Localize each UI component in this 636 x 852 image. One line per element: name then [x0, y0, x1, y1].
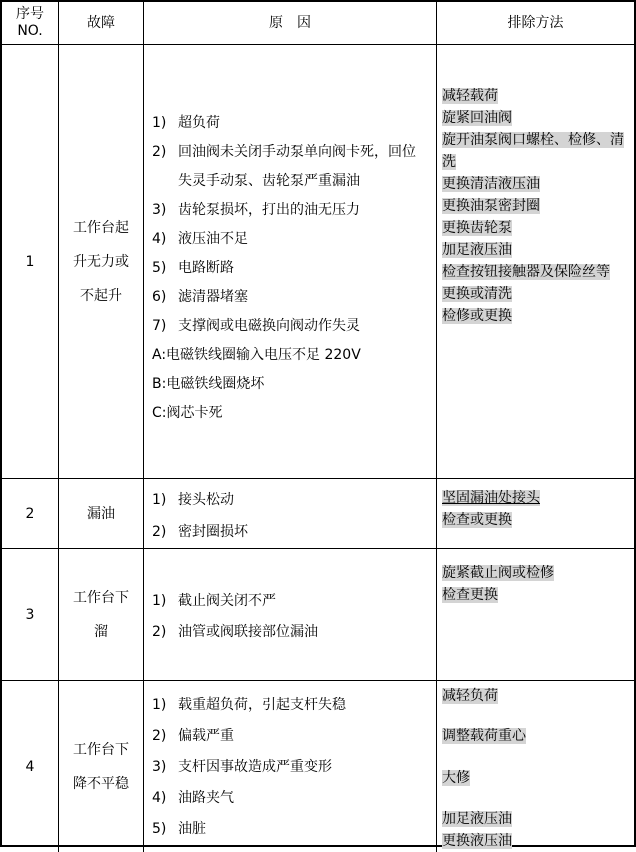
remedy-line: 加足液压油	[442, 242, 512, 258]
cause-text: 电路断路	[178, 260, 234, 276]
cause-text: 密封圈损坏	[178, 524, 248, 540]
fault-text: 工作台起升无力或不起升	[73, 219, 129, 304]
cause-text: 油管或阀联接部位漏油	[178, 624, 318, 640]
cause-item	[152, 254, 428, 283]
cell-causes	[143, 45, 436, 478]
remedy-line: 检查按钮接触器及保险丝等	[442, 264, 610, 280]
cell-causes	[143, 681, 436, 852]
cell-row-no	[2, 681, 58, 852]
header-no-line1: 序号	[16, 6, 44, 22]
cause-item	[152, 486, 428, 515]
cause-number: 7)	[152, 318, 167, 334]
cause-number: 3)	[152, 202, 167, 218]
table-header-row	[2, 2, 634, 44]
header-fault-label: 故障	[87, 14, 115, 31]
row-number: 2	[25, 505, 35, 522]
row-number: 4	[25, 758, 35, 775]
cell-remedies	[436, 549, 634, 680]
table-row	[2, 548, 634, 680]
remedy-line: 检查或更换	[442, 512, 512, 528]
cause-text: 截止阀关闭不严	[178, 593, 276, 609]
cause-number: 1)	[152, 115, 167, 131]
cause-item	[152, 618, 428, 647]
cause-text: 液压油不足	[178, 231, 248, 247]
cause-number: 1)	[152, 697, 167, 713]
cause-number: 1)	[152, 492, 167, 508]
cause-number: 2)	[152, 524, 167, 540]
header-cause-label: 原 因	[269, 14, 311, 31]
cause-number: 2)	[152, 144, 167, 160]
remedy-line: 更换油泵密封圈	[442, 198, 540, 214]
cause-text: 油脏	[178, 821, 206, 837]
remedy-line: 旋紧截止阀或检修	[442, 565, 554, 581]
remedy-line: 更换齿轮泵	[442, 220, 512, 236]
row-number: 1	[25, 253, 35, 270]
cause-item	[152, 722, 428, 751]
cause-number: 5)	[152, 821, 167, 837]
cell-fault	[58, 479, 143, 548]
cell-row-no	[2, 479, 58, 548]
cause-item	[152, 225, 428, 254]
cause-item	[152, 753, 428, 782]
cause-number: 3)	[152, 759, 167, 775]
cause-item	[152, 518, 428, 547]
cause-item	[152, 283, 428, 312]
remedy-line: 减轻载荷	[442, 88, 498, 104]
cause-text: 载重超负荷，引起支杆失稳	[178, 697, 346, 713]
cause-number: 4)	[152, 231, 167, 247]
cause-item	[152, 312, 428, 341]
cause-text: 接头松动	[178, 492, 234, 508]
header-cell-remedy	[436, 2, 634, 44]
table-row	[2, 44, 634, 478]
cause-item	[152, 691, 428, 720]
cell-causes	[143, 549, 436, 680]
header-cell-cause	[143, 2, 436, 44]
cell-row-no	[2, 549, 58, 680]
header-no-line2: NO.	[17, 23, 43, 39]
cause-text: 回油阀未关闭手动泵单向阀卡死，回位失灵手动泵、齿轮泵严重漏油	[178, 144, 416, 189]
cause-item	[152, 196, 428, 225]
remedy-line: 减轻负荷	[442, 688, 498, 704]
remedy-line: 更换液压油	[442, 833, 512, 849]
cause-note: C:阀芯卡死	[152, 405, 223, 421]
cell-row-no	[2, 45, 58, 478]
cause-text: 滤清器堵塞	[178, 289, 248, 305]
remedy-line: 大修	[442, 770, 470, 786]
cause-text: 支撑阀或电磁换向阀动作失灵	[178, 318, 360, 334]
cell-remedies	[436, 479, 634, 548]
remedy-line: 调整载荷重心	[442, 728, 526, 744]
remedy-line: 坚固漏油处接头	[442, 490, 540, 506]
cell-fault	[58, 681, 143, 852]
remedy-line: 检查更换	[442, 587, 498, 603]
cause-number: 6)	[152, 289, 167, 305]
remedy-line: 检修或更换	[442, 308, 512, 324]
cause-item	[152, 587, 428, 616]
table-row	[2, 478, 634, 548]
cause-note: B:电磁铁线圈烧坏	[152, 376, 265, 392]
header-cell-fault	[58, 2, 143, 44]
table-row	[2, 680, 634, 852]
cause-number: 4)	[152, 790, 167, 806]
fault-text: 工作台下降不平稳	[73, 741, 129, 792]
header-cell-no	[2, 2, 58, 44]
remedy-line: 加足液压油	[442, 811, 512, 827]
cause-text: 支杆因事故造成严重变形	[178, 759, 332, 775]
cell-causes	[143, 479, 436, 548]
remedy-line: 旋紧回油阀	[442, 110, 512, 126]
cause-item	[152, 784, 428, 813]
cause-note: A:电磁铁线圈输入电压不足 220V	[152, 347, 361, 363]
cause-item	[152, 138, 428, 196]
remedy-line: 更换或清洗	[442, 286, 512, 302]
cause-text: 油路夹气	[178, 790, 234, 806]
cause-item	[152, 109, 428, 138]
cause-text: 超负荷	[178, 115, 220, 131]
cause-number: 5)	[152, 260, 167, 276]
cell-remedies	[436, 45, 634, 478]
cause-number: 2)	[152, 728, 167, 744]
fault-text: 工作台下溜	[73, 589, 129, 640]
remedy-line: 更换清洁液压油	[442, 176, 540, 192]
cause-text: 齿轮泵损坏，打出的油无压力	[178, 202, 360, 218]
cause-text: 偏载严重	[178, 728, 234, 744]
cell-fault	[58, 45, 143, 478]
cause-number: 2)	[152, 624, 167, 640]
header-remedy-label: 排除方法	[507, 14, 564, 31]
fault-text: 漏油	[87, 505, 115, 522]
remedy-line: 旋开油泵阀口螺栓、检修、清洗	[442, 132, 624, 170]
row-number: 3	[25, 606, 35, 623]
cause-number: 1)	[152, 593, 167, 609]
cell-remedies	[436, 681, 634, 852]
cell-fault	[58, 549, 143, 680]
cause-item	[152, 815, 428, 844]
